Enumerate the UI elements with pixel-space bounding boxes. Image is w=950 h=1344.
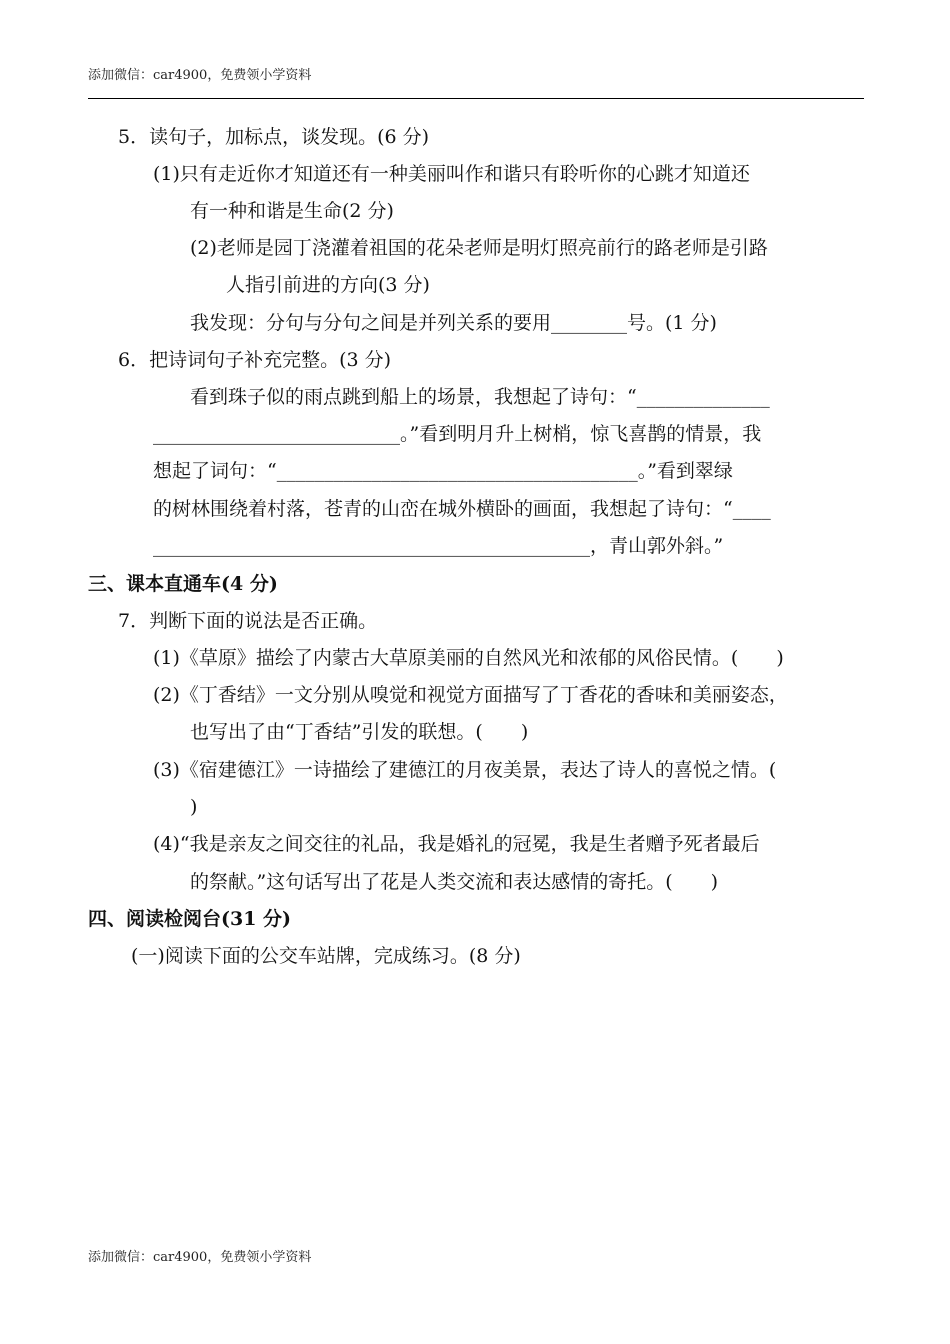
header-rule	[88, 98, 864, 99]
q5-title: 5．读句子，加标点，谈发现。(6 分)	[118, 126, 430, 148]
q7-statement2-line2: 也写出了由“丁香结”引发的联想。( )	[190, 721, 529, 743]
section3-title: 三、课本直通车(4 分)	[88, 573, 278, 595]
q7-statement4-line2: 的祭献。”这句话写出了花是人类交流和表达感情的寄托。( )	[190, 871, 719, 893]
section4-title: 四、阅读检阅台(31 分)	[88, 908, 292, 930]
header-note: 添加微信：car4900，免费领小学资料	[88, 68, 312, 83]
q5-finding: 我发现：分句与分句之间是并列关系的要用________号。(1 分)	[190, 312, 717, 334]
q7-statement2-line1: (2)《丁香结》一文分别从嗅觉和视觉方面描写了丁香花的香味和美丽姿态，	[153, 684, 788, 706]
q7-statement3-line1: (3)《宿建德江》一诗描绘了建德江的月夜美景，表达了诗人的喜悦之情。(	[153, 759, 777, 781]
q5-sentence2-line2: 人指引前进的方向(3 分)	[226, 274, 430, 296]
q5-sentence2-line1: (2)老师是园丁浇灌着祖国的花朵老师是明灯照亮前行的路老师是引路	[190, 237, 768, 259]
q6-line5: ______________________________________________，青山郭外斜。”	[153, 535, 724, 557]
q6-line2: __________________________。”看到明月升上树梢，惊飞喜鹊的情景，我	[153, 423, 762, 445]
q7-statement1: (1)《草原》描绘了内蒙古大草原美丽的自然风光和浓郁的风俗民情。( )	[153, 647, 784, 669]
q6-line4: 的树林围绕着村落，苍青的山峦在城外横卧的画面，我想起了诗句：“____	[153, 498, 771, 520]
q5-sentence1-line1: (1)只有走近你才知道还有一种美丽叫作和谐只有聆听你的心跳才知道还	[153, 163, 750, 185]
part1-title: (一)阅读下面的公交车站牌，完成练习。(8 分)	[131, 945, 521, 967]
footer-note: 添加微信：car4900，免费领小学资料	[88, 1250, 312, 1265]
q6-title: 6．把诗词句子补充完整。(3 分)	[118, 349, 392, 371]
q7-statement4-line1: (4)“我是亲友之间交往的礼品，我是婚礼的冠冕，我是生者赠予死者最后	[153, 833, 760, 855]
q5-sentence1-line2: 有一种和谐是生命(2 分)	[190, 200, 394, 222]
q7-statement3-line2: )	[190, 796, 198, 818]
q7-title: 7．判断下面的说法是否正确。	[118, 610, 378, 632]
q6-line1: 看到珠子似的雨点跳到船上的场景，我想起了诗句：“______________	[190, 386, 770, 408]
q6-line3: 想起了词句：“______________________________________。”看到翠绿	[153, 460, 733, 482]
